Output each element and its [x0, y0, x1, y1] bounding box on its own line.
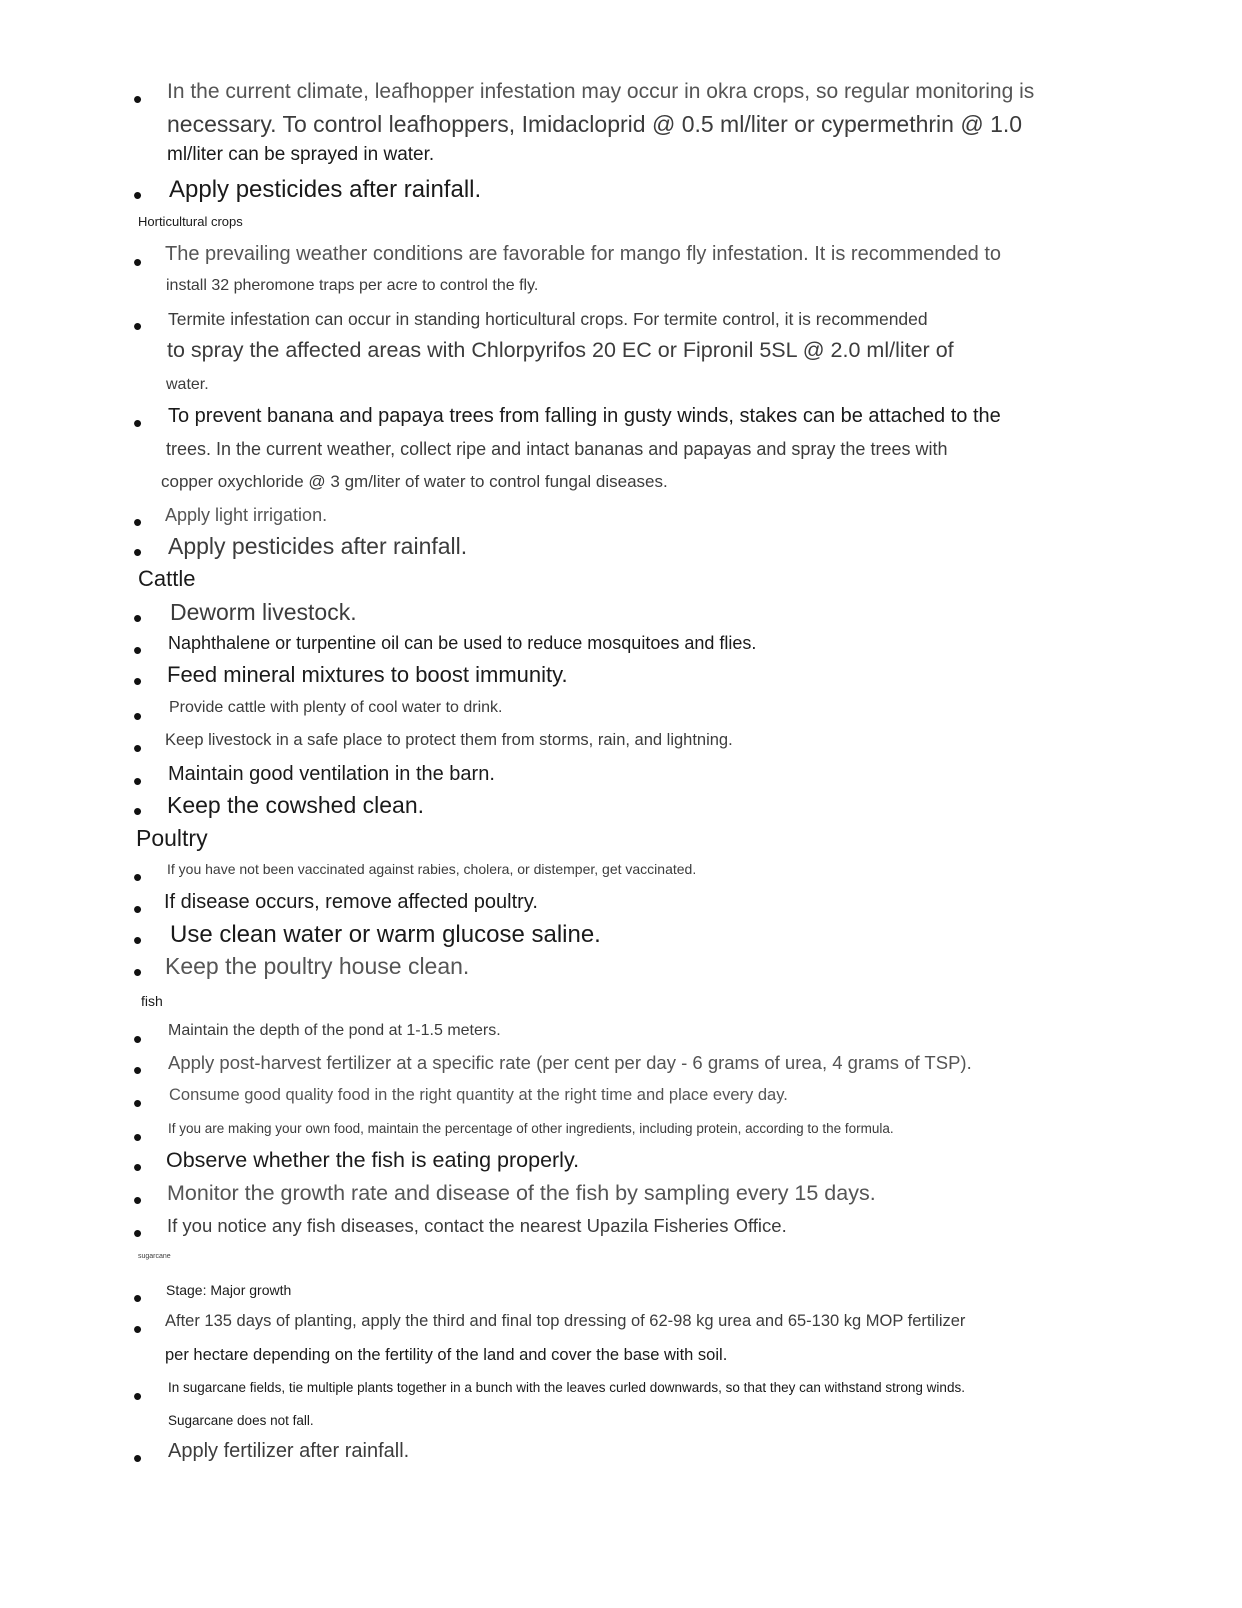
bullet-icon: •: [133, 635, 143, 665]
poultry-item: If you have not been vaccinated against rabies, cholera, or distemper, get vaccinated.: [167, 861, 697, 877]
okra-leafhopper-line-3: ml/liter can be sprayed in water.: [167, 144, 435, 165]
cattle-item: Feed mineral mixtures to boost immunity.: [167, 662, 568, 687]
bullet-icon: •: [133, 311, 143, 341]
bullet-icon: •: [133, 1024, 143, 1054]
bullet-icon: •: [133, 733, 143, 763]
bullet-icon: •: [133, 84, 143, 114]
bullet-icon: •: [133, 1152, 143, 1182]
cattle-item: Keep the cowshed clean.: [167, 792, 425, 818]
bullet-icon: •: [133, 666, 143, 696]
cattle-item: Deworm livestock.: [170, 599, 357, 625]
bullet-icon: •: [133, 180, 143, 210]
bullet-icon: •: [133, 1122, 143, 1152]
bullet-icon: •: [133, 796, 143, 826]
banana-line-3: copper oxychloride @ 3 gm/liter of water to control fungal diseases.: [161, 472, 668, 491]
fish-item: Observe whether the fish is eating properly.: [166, 1148, 580, 1172]
cattle-item: Provide cattle with plenty of cool water to drink.: [169, 699, 503, 716]
bullet-icon: •: [133, 1185, 143, 1215]
termite-line-3: water.: [166, 376, 209, 393]
horticulture-pesticides: Apply pesticides after rainfall.: [168, 533, 468, 559]
bullet-icon: •: [133, 247, 143, 277]
bullet-icon: •: [133, 894, 143, 924]
bullet-icon: •: [133, 925, 143, 955]
bullet-icon: •: [133, 1314, 143, 1344]
poultry-item: Keep the poultry house clean.: [165, 953, 470, 979]
sugarcane-fertilizer: Apply fertilizer after rainfall.: [168, 1440, 410, 1462]
bullet-icon: •: [133, 1283, 143, 1313]
bullet-icon: •: [133, 1443, 143, 1473]
sugarcane-topdress-line-2: per hectare depending on the fertility of the land and cover the base with soil.: [165, 1346, 728, 1364]
poultry-item: If disease occurs, remove affected poultry.: [164, 891, 538, 913]
mango-line-1: The prevailing weather conditions are favorable for mango fly infestation. It is recommended to: [165, 243, 1001, 265]
fish-item: If you are making your own food, maintain the percentage of other ingredients, including protein, according to the formula.: [168, 1121, 894, 1136]
bullet-icon: •: [133, 1381, 143, 1411]
section-heading-cattle: Cattle: [138, 566, 196, 591]
fish-item: Monitor the growth rate and disease of the fish by sampling every 15 days.: [167, 1181, 876, 1205]
bullet-icon: •: [133, 507, 143, 537]
fish-item: If you notice any fish diseases, contact the nearest Upazila Fisheries Office.: [167, 1215, 787, 1236]
poultry-item: Use clean water or warm glucose saline.: [170, 921, 601, 948]
sugarcane-tie-line-2: Sugarcane does not fall.: [168, 1413, 314, 1428]
bullet-icon: •: [133, 537, 143, 567]
section-heading-fish: fish: [141, 993, 163, 1009]
fish-item: Consume good quality food in the right quantity at the right time and place every day.: [169, 1086, 788, 1104]
horticulture-irrigation: Apply light irrigation.: [165, 505, 328, 525]
bullet-icon: •: [133, 766, 143, 796]
bullet-icon: •: [133, 408, 143, 438]
sugarcane-tie-line-1: In sugarcane fields, tie multiple plants together in a bunch with the leaves curled downwards, so that they can withstand strong winds.: [168, 1380, 965, 1395]
okra-leafhopper-line-2: necessary. To control leafhoppers, Imidacloprid @ 0.5 ml/liter or cypermethrin @ 1.0: [167, 111, 1023, 137]
bullet-icon: •: [133, 957, 143, 987]
sugarcane-stage: Stage: Major growth: [166, 1282, 292, 1298]
okra-pesticides: Apply pesticides after rainfall.: [169, 176, 482, 203]
bullet-icon: •: [133, 1055, 143, 1085]
bullet-icon: •: [133, 1088, 143, 1118]
fish-item: Maintain the depth of the pond at 1-1.5 meters.: [168, 1022, 501, 1039]
section-heading-poultry: Poultry: [136, 825, 208, 851]
section-heading-horticulture: Horticultural crops: [138, 214, 243, 229]
bullet-icon: •: [133, 1218, 143, 1248]
bullet-icon: •: [133, 701, 143, 731]
sugarcane-topdress-line-1: After 135 days of planting, apply the third and final top dressing of 62-98 kg urea and 65-130 kg MOP fertilizer: [165, 1312, 966, 1330]
fish-item: Apply post-harvest fertilizer at a specific rate (per cent per day - 6 grams of urea, 4 grams of TSP).: [168, 1052, 972, 1073]
section-heading-sugarcane: sugarcane: [138, 1253, 171, 1260]
termite-line-2: to spray the affected areas with Chlorpyrifos 20 EC or Fipronil 5SL @ 2.0 ml/liter of: [167, 338, 954, 362]
mango-line-2: install 32 pheromone traps per acre to control the fly.: [166, 277, 539, 294]
termite-line-1: Termite infestation can occur in standing horticultural crops. For termite control, it is recommended: [168, 309, 928, 329]
cattle-item: Naphthalene or turpentine oil can be used to reduce mosquitoes and flies.: [168, 633, 757, 653]
banana-line-2: trees. In the current weather, collect ripe and intact bananas and papayas and spray the trees with: [166, 439, 948, 459]
banana-line-1: To prevent banana and papaya trees from falling in gusty winds, stakes can be attached to the: [168, 405, 1001, 427]
okra-leafhopper-line-1: In the current climate, leafhopper infestation may occur in okra crops, so regular monitoring is: [167, 80, 1035, 103]
cattle-item: Maintain good ventilation in the barn.: [168, 763, 495, 785]
bullet-icon: •: [133, 862, 143, 892]
cattle-item: Keep livestock in a safe place to protect them from storms, rain, and lightning.: [165, 731, 733, 749]
bullet-icon: •: [133, 603, 143, 633]
